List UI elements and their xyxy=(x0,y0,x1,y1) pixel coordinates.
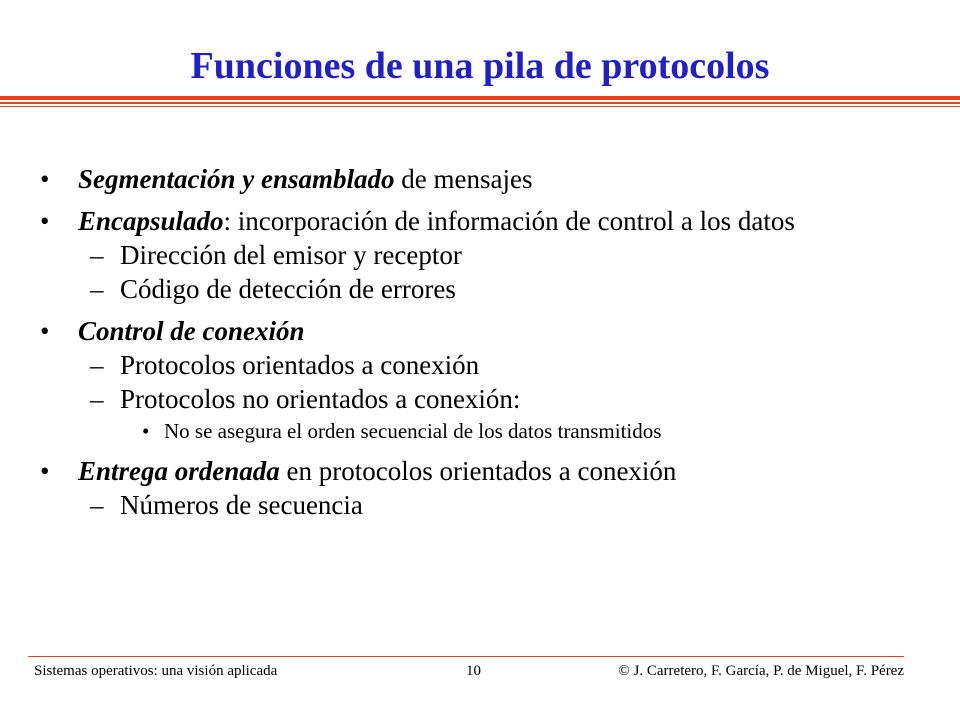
bullet-icon: • xyxy=(142,419,150,443)
sub-item xyxy=(40,272,920,306)
bullet-group-control xyxy=(40,314,920,446)
bullet-group-entrega xyxy=(40,454,920,522)
sub-item-text: Protocolos orientados a conexión xyxy=(120,350,480,380)
bullet-item xyxy=(40,204,920,238)
bullet-text: en protocolos orientados a conexión xyxy=(279,456,677,486)
slide-title: Funciones de una pila de protocolos xyxy=(190,45,770,87)
bullet-group-segmentacion xyxy=(40,162,920,196)
title-divider-thick xyxy=(0,96,960,100)
bullet-emphasis: Control de conexión xyxy=(78,316,305,346)
sub-sub-item-text: No se asegura el orden secuencial de los datos transmitidos xyxy=(164,419,662,443)
bullet-emphasis: Entrega ordenada xyxy=(78,456,280,486)
dash-icon: – xyxy=(90,350,104,380)
bullet-icon: • xyxy=(40,316,50,346)
bullet-icon: • xyxy=(40,164,50,194)
sub-item-text: Números de secuencia xyxy=(120,490,363,520)
footer-page-number: 10 xyxy=(466,663,481,679)
bullet-text: : incorporación de información de control a los datos xyxy=(223,206,795,236)
sub-sub-item xyxy=(40,416,920,446)
bullet-icon: • xyxy=(40,206,50,236)
bullet-group-encapsulado xyxy=(40,204,920,306)
dash-icon: – xyxy=(90,490,104,520)
footer-copyright: © J. Carretero, F. García, P. de Miguel, F. Pérez xyxy=(618,663,904,679)
slide-body xyxy=(40,162,920,530)
bullet-text: de mensajes xyxy=(394,164,533,194)
sub-item-text: Protocolos no orientados a conexión: xyxy=(120,384,521,414)
bullet-item xyxy=(40,314,920,348)
sub-item xyxy=(40,488,920,522)
bullet-icon: • xyxy=(40,456,50,486)
dash-icon: – xyxy=(90,384,104,414)
title-divider-medium xyxy=(0,102,960,104)
dash-icon: – xyxy=(90,274,104,304)
dash-icon: – xyxy=(90,240,104,270)
title-divider-thin xyxy=(0,106,960,107)
footer-divider xyxy=(28,656,904,657)
bullet-emphasis: Encapsulado xyxy=(78,206,224,236)
bullet-item xyxy=(40,162,920,196)
bullet-emphasis: Segmentación y ensamblado xyxy=(78,164,395,194)
sub-item xyxy=(40,348,920,382)
footer-book-title: Sistemas operativos: una visión aplicada xyxy=(34,663,278,679)
sub-item xyxy=(40,382,920,416)
sub-item-text: Dirección del emisor y receptor xyxy=(120,240,462,270)
sub-item xyxy=(40,238,920,272)
bullet-item xyxy=(40,454,920,488)
sub-item-text: Código de detección de errores xyxy=(120,274,456,304)
